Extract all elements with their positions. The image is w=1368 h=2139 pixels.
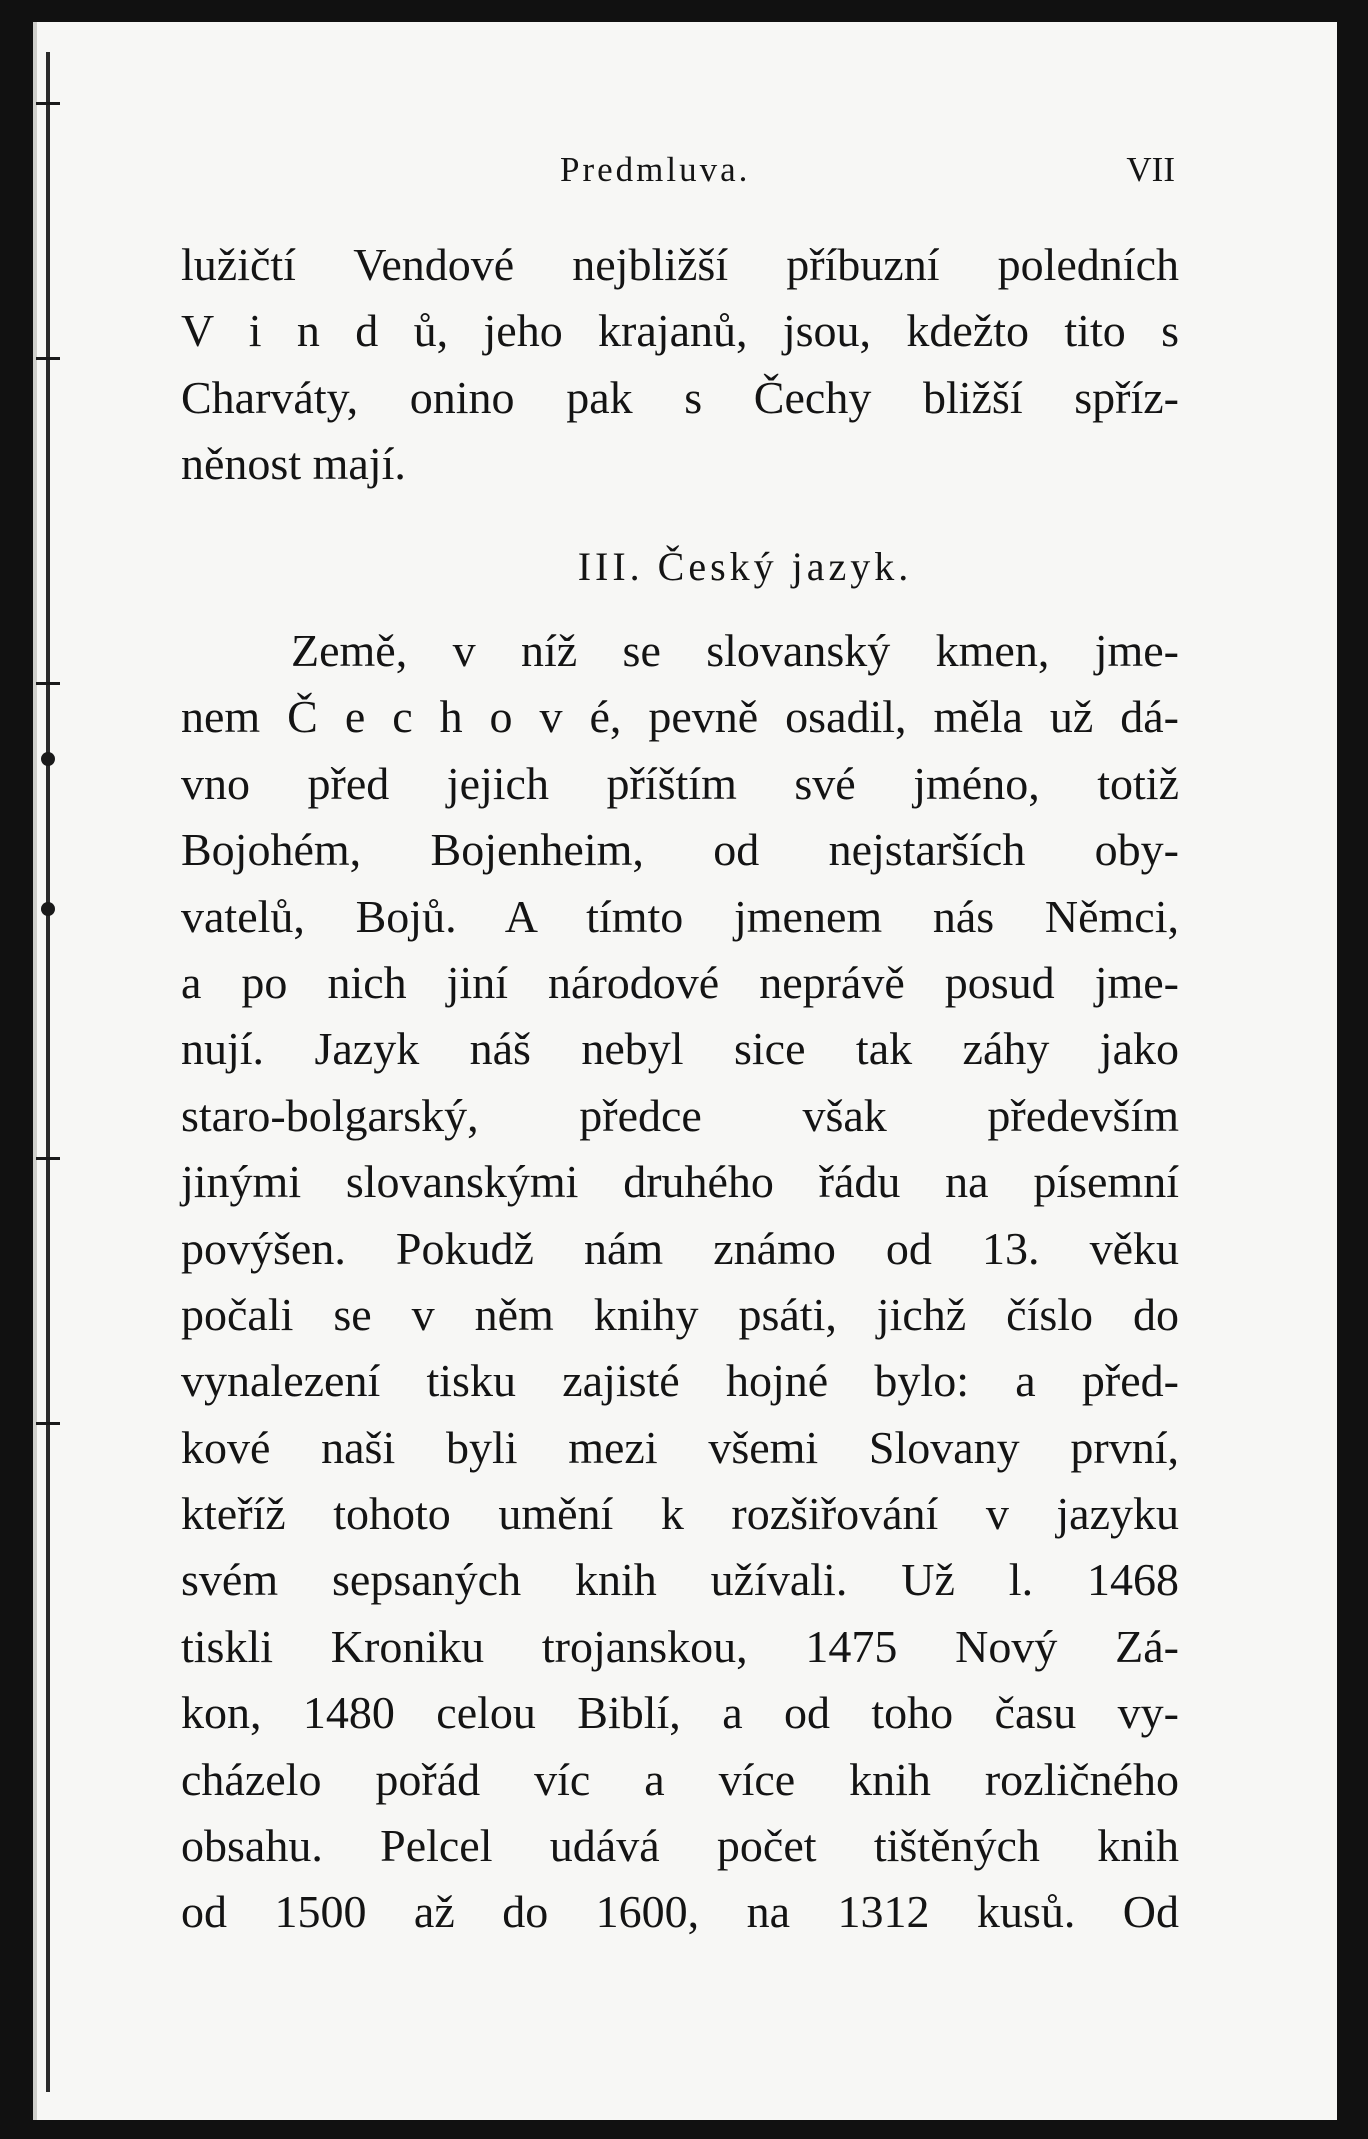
page-number: VII [1126, 150, 1175, 189]
gutter-mark [36, 102, 60, 105]
text-line: od 1500 až do 1600, na 1312 kusů. Od [181, 1886, 1179, 1938]
text-line: počali se v něm knihy psáti, jichž číslo do [181, 1288, 1179, 1340]
gutter-mark [41, 752, 55, 766]
text-line: vno před jejich příštím své jméno, totiž [181, 757, 1179, 809]
text-line: vatelů, Bojů. A tímto jmenem nás Němci, [181, 890, 1179, 942]
page-edge [33, 22, 37, 2120]
page-header [185, 150, 1175, 210]
text-line: kon, 1480 celou Biblí, a od toho času vy- [181, 1687, 1179, 1739]
text-line: a po nich jiní národové neprávě posud jme- [181, 956, 1179, 1008]
text-line: tiskli Kroniku trojanskou, 1475 Nový Zá- [181, 1620, 1179, 1672]
gutter-mark [36, 1157, 60, 1160]
text-line: vynalezení tisku zajisté hojné bylo: a před- [181, 1355, 1179, 1407]
section-heading-text: III. Český jazyk. [577, 544, 913, 589]
text-line: Bojohém, Bojenheim, od nejstarších oby- [181, 824, 1179, 876]
gutter-mark [36, 682, 60, 685]
text-line: obsahu. Pelcel udává počet tištěných knih [181, 1820, 1179, 1872]
running-head: Predmluva. [560, 150, 751, 189]
paragraph-continued [181, 232, 1179, 498]
gutter-mark [41, 902, 55, 916]
text-line: staro-bolgarský, předce však především [181, 1089, 1179, 1141]
text-line: něnost mají. [181, 438, 406, 490]
text-line: kové naši byli mezi všemi Slovany první, [181, 1421, 1179, 1473]
text-line: nují. Jazyk náš nebyl sice tak záhy jako [181, 1023, 1179, 1075]
text-line: lužičtí Vendové nejbližší příbuzní poledních [181, 239, 1179, 290]
gutter-mark [36, 357, 60, 360]
paragraph-cesky-jazyk [181, 618, 1179, 1946]
text-line: svém sepsaných knih užívali. Už l. 1468 [181, 1554, 1179, 1606]
text-line: jinými slovanskými druhého řádu na písemní [181, 1156, 1179, 1208]
text-line: Charváty, onino pak s Čechy bližší spříz- [181, 371, 1179, 423]
book-page [33, 22, 1337, 2120]
text-line: cházelo pořád víc a více knih rozličného [181, 1753, 1179, 1805]
text-line: povýšen. Pokudž nám známo od 13. věku [181, 1222, 1179, 1274]
text-line: Země, v níž se slovanský kmen, jme- [291, 625, 1179, 676]
text-line: V i n d ů, jeho krajanů, jsou, kdežto tito s [181, 305, 1179, 357]
section-heading [181, 534, 1179, 600]
gutter-mark [36, 1422, 60, 1425]
text-line: kteříž tohoto umění k rozšiřování v jazyku [181, 1488, 1179, 1540]
text-line: nem Č e c h o v é, pevně osadil, měla už dá- [181, 691, 1179, 743]
